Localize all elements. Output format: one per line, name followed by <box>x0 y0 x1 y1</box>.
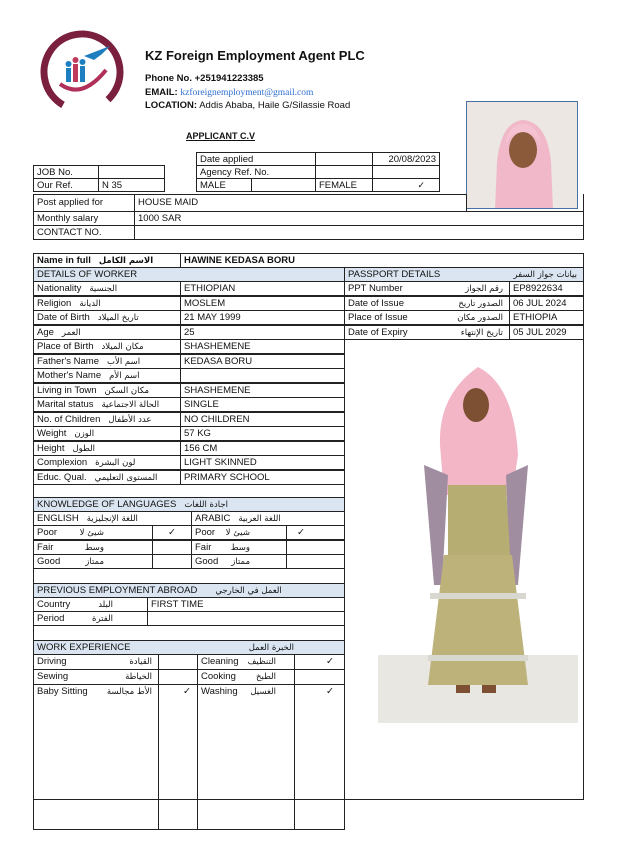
country-value: FIRST TIME <box>147 597 345 612</box>
agency-location <box>145 100 350 111</box>
worker-row-label <box>33 412 181 427</box>
previous-header-ar: العمل في الخارجي <box>215 586 282 596</box>
worker-row-label <box>33 441 181 456</box>
agency-email <box>145 87 313 98</box>
worker-label-en: Marital status <box>37 399 94 410</box>
passport-row-value: 06 JUL 2024 <box>509 296 584 311</box>
passport-label-en: Date of Expiry <box>348 326 408 338</box>
passport-header <box>344 267 584 282</box>
worker-row-label <box>33 368 181 383</box>
passport-label-en: Date of Issue <box>348 297 404 309</box>
worker-row-label <box>33 383 181 398</box>
worker-label-ar: عدد الأطفال <box>108 414 152 425</box>
agency-logo <box>40 30 124 114</box>
worker-row-value: 156 CM <box>180 441 345 456</box>
name-label-en: Name in full <box>37 255 91 266</box>
worker-label-ar: اسم الأب <box>107 356 141 367</box>
worker-row-value: 25 <box>180 325 345 340</box>
experience-left-label <box>33 654 159 670</box>
arabic-level-label <box>191 540 287 555</box>
worker-label-en: Father's Name <box>37 355 100 367</box>
country-label-ar: البلد <box>98 600 113 610</box>
worker-row-label <box>33 354 181 369</box>
english-label: ENGLISH <box>37 513 79 524</box>
worker-label-ar: المستوى التعليمي <box>94 472 158 483</box>
languages-header-en: KNOWLEDGE OF LANGUAGES <box>37 499 177 510</box>
worker-label-ar: الطول <box>72 443 95 454</box>
worker-label-ar: الجنسية <box>89 284 118 294</box>
worker-label-en: Living in Town <box>37 384 97 396</box>
applicant-portrait-photo <box>466 101 578 209</box>
post-tail <box>466 194 584 212</box>
passport-label-en: Place of Issue <box>348 312 408 323</box>
experience-right-check: ✓ <box>294 654 345 670</box>
passport-row-value: 05 JUL 2029 <box>509 325 584 340</box>
arabic-label: ARABIC <box>195 513 231 524</box>
worker-row-label <box>33 470 181 485</box>
arabic-level-label <box>191 525 287 540</box>
worker-row-value: 21 MAY 1999 <box>180 310 345 325</box>
passport-label-ar: رقم الجواز <box>465 284 503 294</box>
previous-header-en: PREVIOUS EMPLOYMENT ABROAD <box>37 585 198 596</box>
arabic-level-en: Good <box>195 556 219 567</box>
languages-header-ar: اجادة اللغات <box>184 500 228 510</box>
salary-label: Monthly salary <box>33 211 135 226</box>
email-label: EMAIL: <box>145 87 178 98</box>
passport-row-label <box>344 281 510 296</box>
worker-label-en: Height <box>37 442 65 454</box>
worker-row-label <box>33 310 181 325</box>
experience-right-ar: الغسيل <box>250 687 276 697</box>
location-label: LOCATION: <box>145 100 198 111</box>
worker-row-value: KEDASA BORU <box>180 354 345 369</box>
languages-header <box>33 497 345 512</box>
worker-label-ar: مكان السكن <box>104 385 149 396</box>
experience-right-label <box>197 684 295 830</box>
arabic-level-check <box>286 554 345 569</box>
experience-right-label <box>197 654 295 670</box>
worker-label-en: Age <box>37 326 54 338</box>
english-level-label <box>33 540 153 555</box>
worker-label-ar: الديانة <box>79 298 101 309</box>
applicant-full-body-photo <box>378 355 578 723</box>
agency-ref-blank2 <box>372 165 440 179</box>
experience-right-check: ✓ <box>294 684 345 830</box>
worker-row-label <box>33 296 181 311</box>
experience-right-label <box>197 669 295 685</box>
worker-row-value: SINGLE <box>180 397 345 412</box>
arabic-level-check <box>286 540 345 555</box>
english-level-en: Poor <box>37 527 58 538</box>
worker-row-value: MOSLEM <box>180 296 345 311</box>
worker-label-en: Complexion <box>37 457 88 468</box>
worker-label-en: Nationality <box>37 283 82 294</box>
agency-name: KZ Foreign Employment Agent PLC <box>145 48 365 63</box>
name-label <box>33 253 181 268</box>
arabic-level-ar: وسط <box>230 542 250 553</box>
worker-label-ar: اسم الأم <box>109 371 140 381</box>
post-value: HOUSE MAID <box>134 194 467 212</box>
worker-row-label <box>33 455 181 470</box>
passport-header-ar: بيانات جواز السفر <box>513 270 577 280</box>
english-level-check: ✓ <box>152 525 192 540</box>
experience-header-ar: الخبرة العمل <box>248 643 294 653</box>
english-label-ar: اللغة الإنجليزية <box>86 514 138 524</box>
period-value <box>147 611 345 626</box>
worker-label-en: Place of Birth <box>37 341 94 352</box>
arabic-level-ar: شيئ لا <box>225 528 250 538</box>
experience-header-en: WORK EXPERIENCE <box>37 642 131 653</box>
location-value: Addis Ababa, Haile G/Silassie Road <box>199 100 351 111</box>
worker-label-ar: الوزن <box>74 429 95 439</box>
worker-label-ar: لون البشرة <box>95 458 136 468</box>
worker-label-en: Religion <box>37 297 72 309</box>
passport-header-en: PASSPORT DETAILS <box>348 269 441 280</box>
passport-row-label <box>344 310 510 325</box>
post-label: Post applied for <box>33 194 135 212</box>
worker-row-label <box>33 426 181 441</box>
name-label-ar: الاسم الكامل <box>98 256 154 266</box>
female-label: FEMALE <box>315 178 373 192</box>
experience-left-check: ✓ <box>158 684 198 830</box>
english-level-check <box>152 540 192 555</box>
arabic-level-en: Poor <box>195 527 216 538</box>
experience-left-en: Sewing <box>37 671 69 682</box>
worker-label-ar: الحالة الاجتماعية <box>101 400 160 410</box>
worker-row-value: SHASHEMENE <box>180 339 345 354</box>
passport-row-value: EP8922634 <box>509 281 584 296</box>
experience-left-ar: القيادة <box>129 657 152 667</box>
contact-value <box>134 225 584 240</box>
date-applied-value: 20/08/2023 <box>372 152 440 166</box>
job-no-value <box>98 165 165 179</box>
english-level-ar: ممتاز <box>85 557 104 567</box>
worker-row-label <box>33 397 181 412</box>
english-level-en: Good <box>37 556 61 567</box>
worker-row-value: 57 KG <box>180 426 345 441</box>
job-no-label: JOB No. <box>33 165 99 179</box>
contact-label: CONTACT NO. <box>33 225 135 240</box>
previous-header <box>33 583 345 598</box>
english-level-ar: شيئ لا <box>79 528 104 538</box>
phone-value: +251941223385 <box>194 73 264 84</box>
worker-row-label <box>33 339 181 354</box>
passport-row-value: ETHIOPIA <box>509 310 584 325</box>
experience-left-check <box>158 654 198 670</box>
english-level-label <box>33 525 153 540</box>
passport-label-ar: تاريخ الإنتهاء <box>460 327 503 338</box>
worker-label-en: No. of Children <box>37 413 101 425</box>
worker-label-en: Date of Birth <box>37 312 90 323</box>
worker-row-value: NO CHILDREN <box>180 412 345 427</box>
experience-left-ar: الخياطة <box>125 672 152 682</box>
english-level-en: Fair <box>37 541 54 553</box>
experience-header <box>33 640 345 655</box>
arabic-heading <box>191 511 345 526</box>
arabic-level-label <box>191 554 287 569</box>
period-label-en: Period <box>37 613 65 624</box>
country-label <box>33 597 148 612</box>
experience-right-en: Cooking <box>201 671 236 682</box>
arabic-level-en: Fair <box>195 541 212 553</box>
arabic-level-check: ✓ <box>286 525 345 540</box>
experience-left-label <box>33 684 159 830</box>
experience-right-ar: التنظيف <box>247 657 276 667</box>
worker-row-value <box>180 368 345 383</box>
experience-right-en: Washing <box>201 686 238 697</box>
worker-header: DETAILS OF WORKER <box>33 267 345 282</box>
email-value[interactable]: kzforeignemployment@gmail.com <box>180 88 314 98</box>
passport-label-ar: الصدور مكان <box>457 313 503 323</box>
date-applied-blank <box>315 152 373 166</box>
experience-left-label <box>33 669 159 685</box>
experience-left-check <box>158 669 198 685</box>
arabic-label-ar: اللغة العربية <box>238 514 281 524</box>
passport-row-label <box>344 325 510 340</box>
english-heading <box>33 511 192 526</box>
worker-row-label <box>33 281 181 296</box>
arabic-level-ar: ممتاز <box>231 557 250 567</box>
male-label: MALE <box>196 178 252 192</box>
our-ref-value: N 35 <box>98 178 165 192</box>
passport-label-en: PPT Number <box>348 283 403 294</box>
worker-label-ar: مكان الميلاد <box>101 342 144 352</box>
name-value: HAWINE KEDASA BORU <box>180 253 584 268</box>
period-label <box>33 611 148 626</box>
experience-left-en: Baby Sitting <box>37 686 88 697</box>
agency-ref-label: Agency Ref. No. <box>196 165 316 179</box>
experience-right-check <box>294 669 345 685</box>
experience-left-en: Driving <box>37 656 67 667</box>
worker-label-ar: تاريخ الميلاد <box>97 313 139 323</box>
period-label-ar: الفترة <box>92 614 113 624</box>
phone-label: Phone No. <box>145 73 192 84</box>
worker-label-en: Weight <box>37 428 67 439</box>
passport-label-ar: الصدور تاريخ <box>458 298 503 309</box>
salary-value: 1000 SAR <box>134 211 584 226</box>
male-check <box>251 178 316 192</box>
worker-row-value: ETHIOPIAN <box>180 281 345 296</box>
agency-ref-blank1 <box>315 165 373 179</box>
worker-row-value: SHASHEMENE <box>180 383 345 398</box>
page-title: APPLICANT C.V <box>186 131 256 141</box>
our-ref-label: Our Ref. <box>33 178 99 192</box>
worker-row-value: LIGHT SKINNED <box>180 455 345 470</box>
country-label-en: Country <box>37 599 71 610</box>
english-level-ar: وسط <box>84 542 104 553</box>
experience-right-ar: الطبخ <box>256 672 276 682</box>
agency-phone <box>145 73 264 84</box>
worker-label-ar: العمر <box>61 327 81 338</box>
female-check: ✓ <box>372 178 440 192</box>
worker-label-en: Mother's Name <box>37 370 102 381</box>
english-level-label <box>33 554 153 569</box>
worker-row-label <box>33 325 181 340</box>
passport-row-label <box>344 296 510 311</box>
date-applied-label: Date applied <box>196 152 316 166</box>
english-level-check <box>152 554 192 569</box>
experience-left-ar: الأط مجالسة <box>106 687 152 697</box>
worker-row-value: PRIMARY SCHOOL <box>180 470 345 485</box>
experience-right-en: Cleaning <box>201 656 239 667</box>
worker-label-en: Educ. Qual. <box>37 471 87 483</box>
